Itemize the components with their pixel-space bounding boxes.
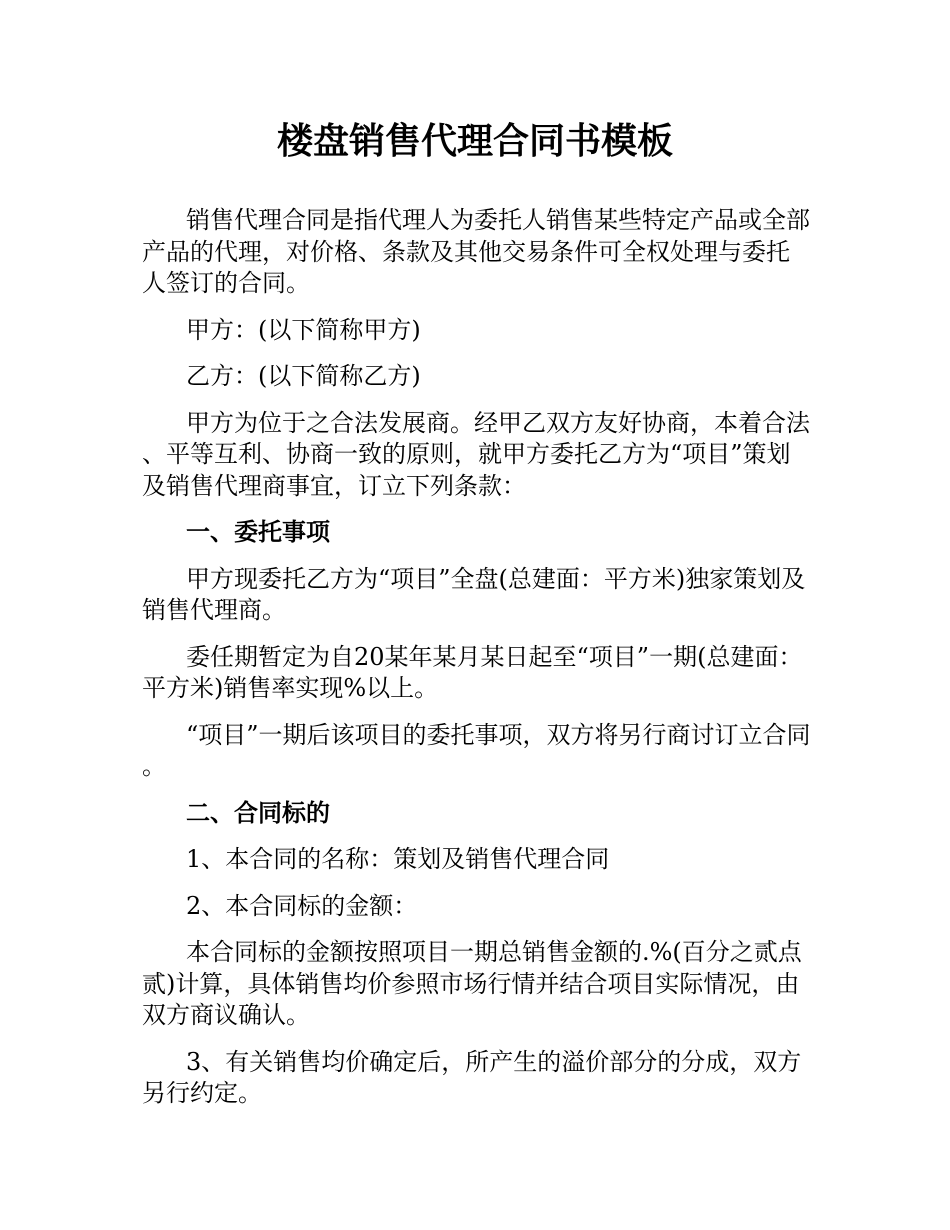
- paragraph-party-b: 乙方：(以下简称乙方): [186, 362, 421, 390]
- paragraph-entrustment-term: 委任期暂定为自20某年某月某日起至“项目”一期(总建面：平方米)销售率实现%以上。: [142, 642, 803, 702]
- paragraph-premium-share: 3、有关销售均价确定后，所产生的溢价部分的分成，双方另行约定。: [142, 1047, 802, 1107]
- paragraph-contract-name: 1、本合同的名称：策划及销售代理合同: [186, 845, 610, 873]
- document-title: 楼盘销售代理合同书模板: [276, 121, 673, 162]
- section-heading-subject: 二、合同标的: [186, 798, 330, 827]
- section-heading-entrustment: 一、委托事项: [186, 518, 330, 546]
- paragraph-contract-amount: 2、本合同标的金额：: [186, 891, 418, 920]
- paragraph-preamble: 甲方为位于之合法发展商。经甲乙双方友好协商，本着合法、平等互利、协商一致的原则，就甲方委托乙方为“项目”策划及销售代理商事宜，订立下列条款：: [142, 408, 810, 500]
- paragraph-intro: 销售代理合同是指代理人为委托人销售某些特定产品或全部产品的代理，对价格、条款及其他交易条件可全权处理与委托人签订的合同。: [142, 206, 810, 297]
- paragraph-amount-calculation: 本合同标的金额按照项目一期总销售金额的.%(百分之贰点贰)计算，具体销售均价参照市场行情并结合项目实际情况，由双方商议确认。: [142, 938, 802, 1029]
- paragraph-entrustment-scope: 甲方现委托乙方为“项目”全盘(总建面：平方米)独家策划及销售代理商。: [142, 564, 806, 624]
- paragraph-party-a: 甲方：(以下简称甲方): [186, 315, 421, 344]
- paragraph-entrustment-followup: “项目”一期后该项目的委托事项，双方将另行商讨订立合同。: [142, 720, 811, 780]
- document-body: [142, 205, 812, 1125]
